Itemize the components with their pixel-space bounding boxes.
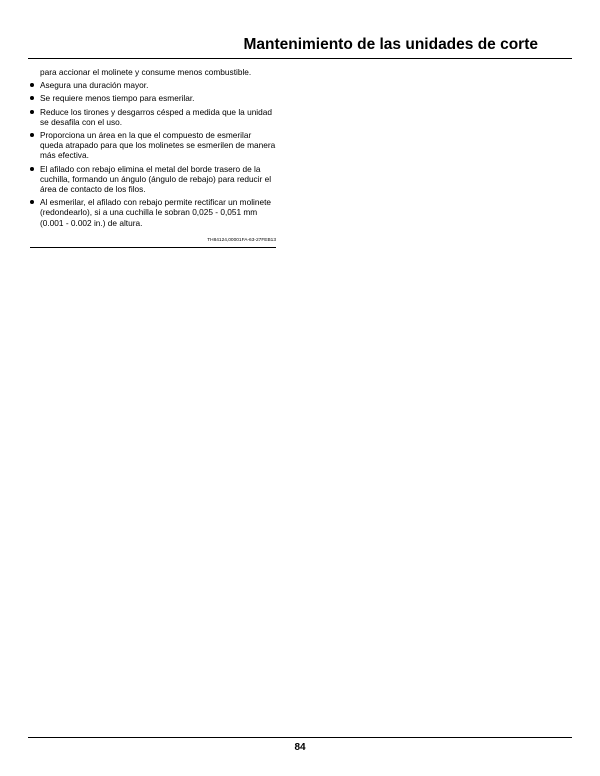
list-item [30, 107, 276, 127]
page-title: Mantenimiento de las unidades de corte [243, 36, 538, 53]
page-header [28, 30, 572, 59]
page-number: 84 [294, 742, 306, 753]
list-item [30, 130, 276, 161]
main-content [30, 67, 276, 248]
lead-paragraph: para accionar el molinete y consume menos combustible. [40, 67, 252, 77]
list-item-text: Asegura una duración mayor. [40, 80, 149, 91]
list-item [30, 164, 276, 195]
list-item [30, 80, 276, 90]
list-item [30, 197, 276, 228]
bullet-icon [30, 167, 34, 171]
list-item-text: Reduce los tirones y desgarros césped a medida que la unidad se desafila con el uso. [40, 106, 272, 127]
bullet-icon [30, 133, 34, 137]
list-item-text: El afilado con rebajo elimina el metal del borde trasero de la cuchilla, formando un ángulo (ángulo de rebajo) para reducir el área de contacto de los filos. [40, 163, 272, 195]
bullet-icon [30, 200, 34, 204]
list-item [30, 93, 276, 103]
bullet-icon [30, 96, 34, 100]
bullet-icon [30, 83, 34, 87]
page-footer [28, 737, 572, 753]
list-item-text: Se requiere menos tiempo para esmerilar. [40, 93, 195, 104]
bullet-icon [30, 110, 34, 114]
document-reference-code: TH84124,00001FA-63-27FEB13 [30, 238, 276, 248]
list-item-text: Proporciona un área en la que el compuesto de esmerilar queda atrapado para que los molinetes se esmerilen de manera más efectiva. [40, 130, 276, 161]
list-item-text: Al esmerilar, el afilado con rebajo permite rectificar un molinete (redondearlo), si a una cuchilla le sobran 0,025 - 0,051 mm (0.001 - 0.002 in.) de altura. [40, 197, 272, 228]
benefits-list [30, 80, 276, 228]
